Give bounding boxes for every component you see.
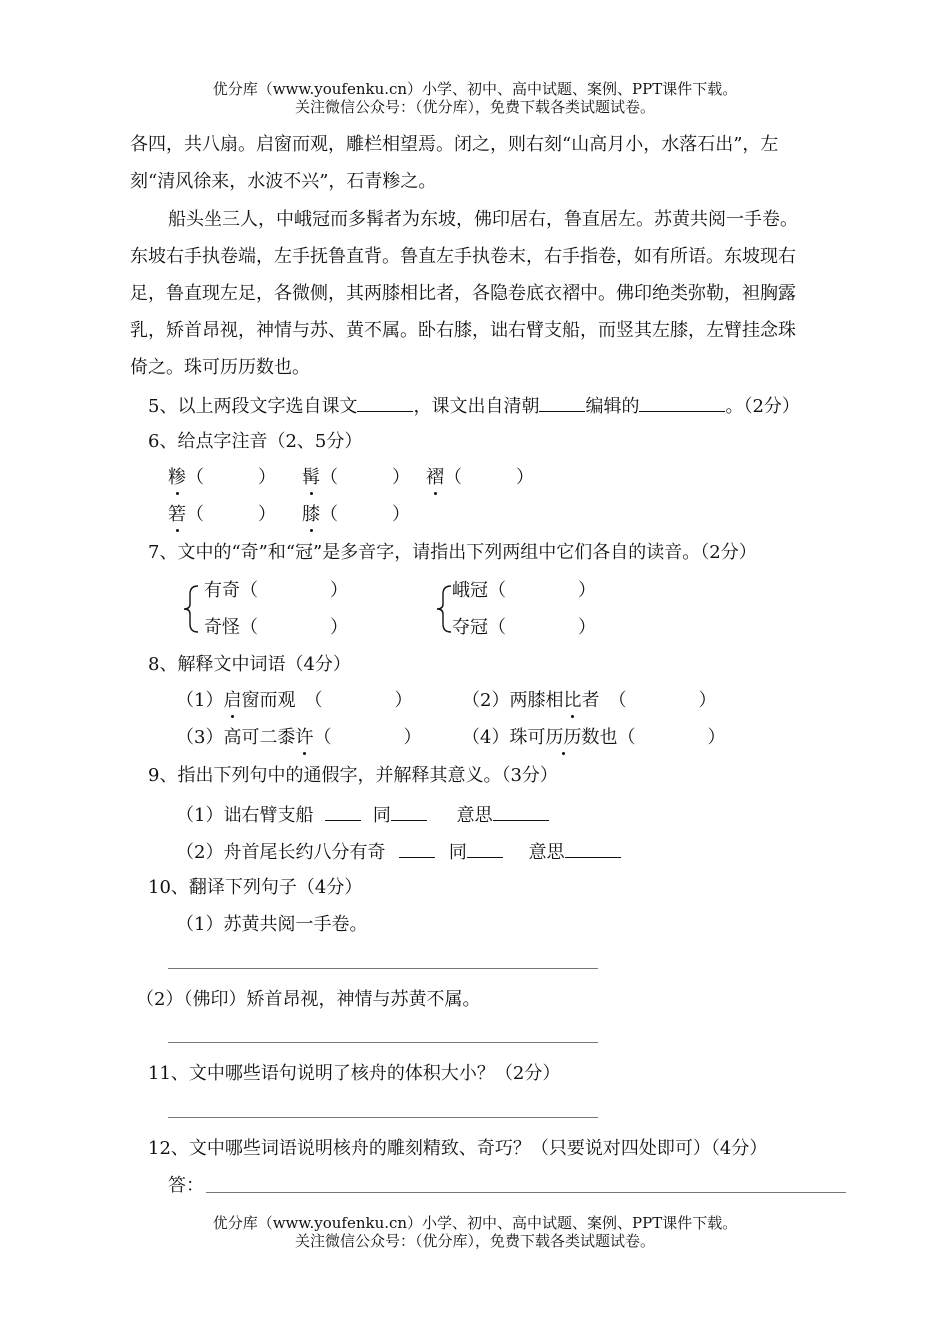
passage-line: 刻“清风徐来，水波不兴”，石青糁之。 — [130, 171, 437, 192]
q8-item-3[interactable] — [176, 726, 421, 750]
brace-left-icon — [180, 584, 202, 634]
question-10-title: 10、翻译下列句子（4分） — [148, 877, 363, 898]
q5-blank-author[interactable] — [539, 393, 585, 412]
q7-item-qiguai[interactable]: 奇怪（ ） — [204, 617, 348, 638]
q5-blank-lesson[interactable] — [357, 393, 413, 412]
q8-rest: 窗而观 （ ） — [241, 690, 413, 711]
q8-rest: 数也（ ） — [581, 727, 726, 748]
q9-blank-meaning[interactable] — [493, 802, 549, 821]
q8-dotted-char: 启 — [223, 690, 242, 711]
q6-item — [426, 466, 534, 490]
q9-tong-label: 同 — [372, 805, 391, 826]
passage-line: 各四，共八扇。启窗而观，雕栏相望焉。闭之，则右刻“山高月小，水落石出”，左 — [130, 134, 779, 155]
q8-num: （3）高可二黍 — [176, 727, 296, 748]
q9-item-1 — [176, 802, 549, 828]
q5-text-c: 编辑的 — [585, 396, 640, 417]
q6-item — [302, 503, 410, 527]
q6-char: 褶 — [426, 467, 444, 488]
q7-item-eguan[interactable]: 峨冠（ ） — [452, 580, 596, 601]
q5-text-b: ，课文出自清朝 — [413, 396, 540, 417]
q8-rest: 者 （ ） — [581, 690, 717, 711]
question-6-title: 6、给点字注音（2、5分） — [148, 431, 363, 452]
q12-answer-label: 答： — [168, 1175, 204, 1196]
answer-line[interactable] — [168, 968, 598, 969]
q8-item-4[interactable] — [462, 726, 725, 750]
q8-dotted-char: 许 — [295, 727, 314, 748]
q9-blank-tong[interactable] — [391, 802, 427, 821]
q9-sentence: （1）诎右臂支船 — [176, 805, 314, 826]
q8-item-1[interactable] — [176, 689, 412, 713]
passage-line: 东坡右手执卷端，左手抚鲁直背。鲁直左手执卷末，右手指卷，如有所语。东坡现右 — [130, 246, 796, 267]
q10-item-1: （1）苏黄共阅一手卷。 — [176, 914, 368, 935]
question-7-title: 7、文中的“奇”和“冠”是多音字，请指出下列两组中它们各自的读音。（2分） — [148, 542, 757, 563]
answer-line[interactable] — [206, 1192, 846, 1193]
question-5 — [148, 393, 800, 419]
q9-blank-char[interactable] — [399, 839, 435, 858]
answer-line[interactable] — [168, 1042, 598, 1043]
q9-yisi-label: 意思 — [528, 842, 565, 863]
q9-yisi-label: 意思 — [456, 805, 493, 826]
passage-line: 倚之。珠可历历数也。 — [130, 357, 310, 378]
q6-char: 髯 — [302, 467, 320, 488]
q6-char: 糁 — [168, 467, 186, 488]
question-9-title: 9、指出下列句中的通假字，并解释其意义。（3分） — [148, 765, 558, 786]
q8-dotted-char: 比 — [563, 690, 582, 711]
question-11-title: 11、文中哪些语句说明了核舟的体积大小？（2分） — [148, 1063, 561, 1084]
q6-answer-blank[interactable]: （ ） — [320, 467, 410, 488]
q6-answer-blank[interactable]: （ ） — [186, 504, 276, 525]
q9-sentence: （2）舟首尾长约八分有奇 — [176, 842, 386, 863]
q6-answer-blank[interactable]: （ ） — [444, 467, 534, 488]
q6-char: 膝 — [302, 504, 320, 525]
q5-text-a: 5、以上两段文字选自课文 — [148, 396, 358, 417]
q8-num: （1） — [176, 690, 224, 711]
header-line-2: 关注微信公众号：（优分库），免费下载各类试题试卷。 — [294, 98, 655, 116]
q9-blank-tong[interactable] — [467, 839, 503, 858]
answer-line[interactable] — [168, 1117, 598, 1118]
q9-blank-meaning[interactable] — [565, 839, 621, 858]
q7-item-youqi[interactable]: 有奇（ ） — [204, 580, 348, 601]
q8-dotted-char: 历历 — [545, 727, 582, 748]
q10-item-2: （2）（佛印）矫首昂视，神情与苏黄不属。 — [136, 989, 481, 1010]
q6-item — [302, 466, 410, 490]
q6-answer-blank[interactable]: （ ） — [186, 467, 276, 488]
q9-blank-char[interactable] — [325, 802, 361, 821]
footer-line-1: 优分库（www.youfenku.cn）小学、初中、高中试题、案例、PPT课件下载。 — [212, 1214, 738, 1232]
question-12-title: 12、文中哪些词语说明核舟的雕刻精致、奇巧？（只要说对四处即可）（4分） — [148, 1138, 768, 1159]
q8-num: （2）两膝相 — [462, 690, 564, 711]
q7-item-duoguan[interactable]: 夺冠（ ） — [452, 617, 596, 638]
passage-line: 船头坐三人，中峨冠而多髯者为东坡，佛印居右，鲁直居左。苏黄共阅一手卷。 — [168, 209, 798, 230]
q6-item — [168, 466, 276, 490]
q6-answer-blank[interactable]: （ ） — [320, 504, 410, 525]
passage-line: 足，鲁直现左足，各微侧，其两膝相比者，各隐卷底衣褶中。佛印绝类弥勒，袒胸露 — [130, 283, 796, 304]
q8-num: （4）珠可 — [462, 727, 546, 748]
question-8-title: 8、解释文中词语（4分） — [148, 654, 351, 675]
q9-item-2 — [176, 839, 621, 865]
footer-line-2: 关注微信公众号：（优分库），免费下载各类试题试卷。 — [294, 1232, 655, 1250]
passage-line: 乳，矫首昂视，神情与苏、黄不属。卧右膝，诎右臂支船，而竖其左膝，左臂挂念珠 — [130, 320, 796, 341]
q8-item-2[interactable] — [462, 689, 716, 713]
q6-item — [168, 503, 276, 527]
q8-rest: （ ） — [313, 727, 422, 748]
header-line-1: 优分库（www.youfenku.cn）小学、初中、高中试题、案例、PPT课件下载。 — [212, 80, 738, 98]
q9-tong-label: 同 — [448, 842, 467, 863]
q6-char: 箬 — [168, 504, 186, 525]
q5-text-d: 。（2分） — [725, 396, 800, 417]
q5-blank-book[interactable] — [639, 393, 725, 412]
